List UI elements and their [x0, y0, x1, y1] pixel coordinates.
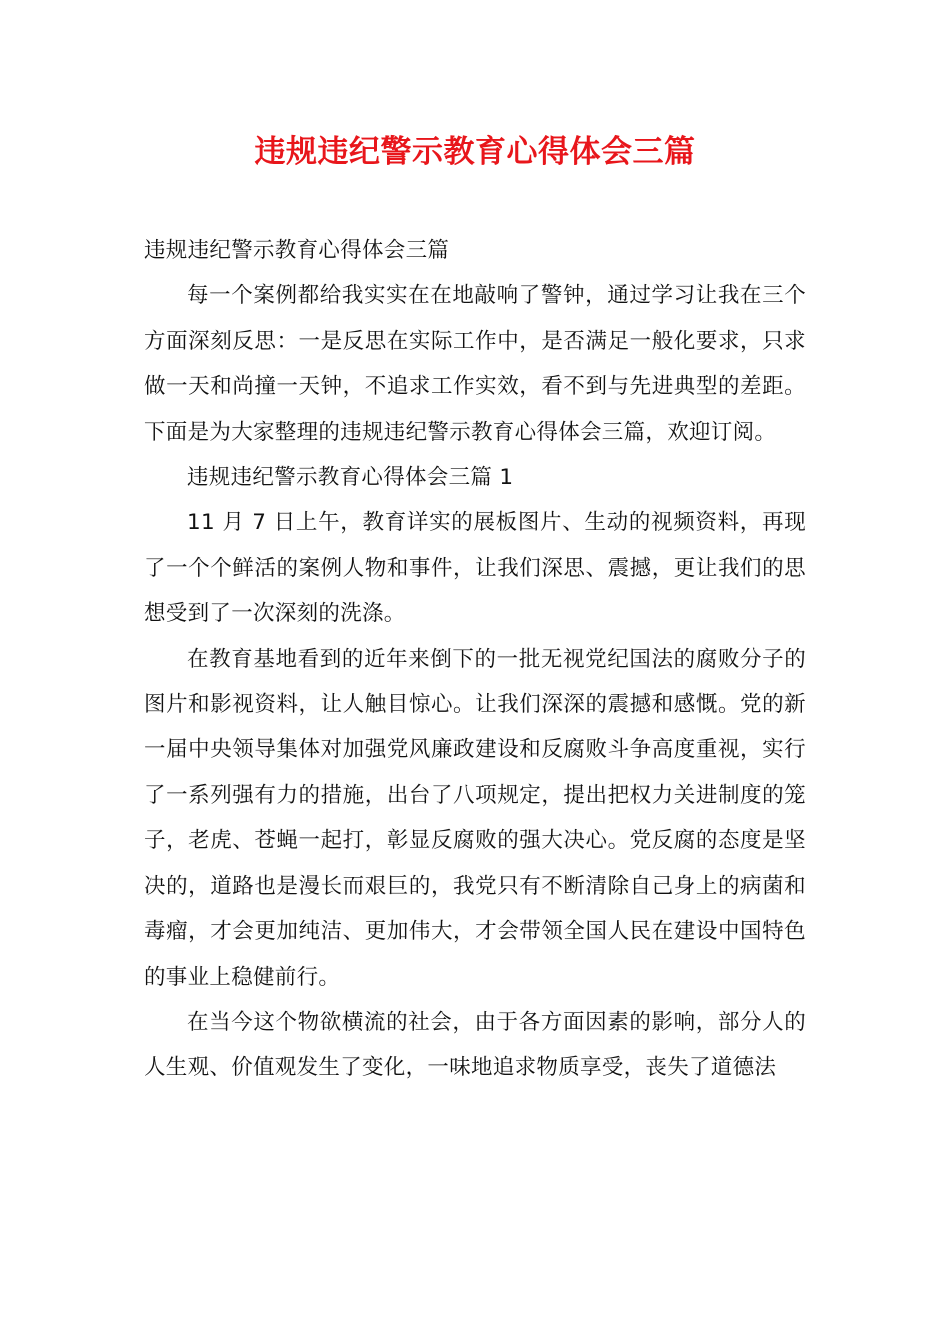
- document-body: [144, 228, 806, 1091]
- body-paragraph: 11 月 7 日上午，教育详实的展板图片、生动的视频资料，再现了一个个鲜活的案例人物和事件，让我们深思、震撼，更让我们的思想受到了一次深刻的洗涤。: [144, 510, 806, 627]
- body-paragraph: 在当今这个物欲横流的社会，由于各方面因素的影响，部分人的人生观、价值观发生了变化，一味地追求物质享受，丧失了道德法: [144, 1009, 806, 1081]
- document-title: 违规违纪警示教育心得体会三篇: [254, 134, 696, 170]
- intro-paragraph: 每一个案例都给我实实在在地敲响了警钟，通过学习让我在三个方面深刻反思：一是反思在实际工作中，是否满足一般化要求，只求做一天和尚撞一天钟，不追求工作实效，看不到与先进典型的差距。下面是为大家整理的违规违纪警示教育心得体会三篇，欢迎订阅。: [144, 283, 806, 445]
- subtitle-paragraph: 违规违纪警示教育心得体会三篇: [144, 238, 450, 263]
- body-paragraph: 在教育基地看到的近年来倒下的一批无视党纪国法的腐败分子的图片和影视资料，让人触目惊心。让我们深深的震撼和感慨。党的新一届中央领导集体对加强党风廉政建设和反腐败斗争高度重视，实行了一系列强有力的措施，出台了八项规定，提出把权力关进制度的笼子，老虎、苍蝇一起打，彰显反腐败的强大决心。党反腐的态度是坚决的，道路也是漫长而艰巨的，我党只有不断清除自己身上的病菌和毒瘤，才会更加纯洁、更加伟大，才会带领全国人民在建设中国特色的事业上稳健前行。: [144, 646, 806, 990]
- section-heading: 违规违纪警示教育心得体会三篇 1: [187, 465, 514, 491]
